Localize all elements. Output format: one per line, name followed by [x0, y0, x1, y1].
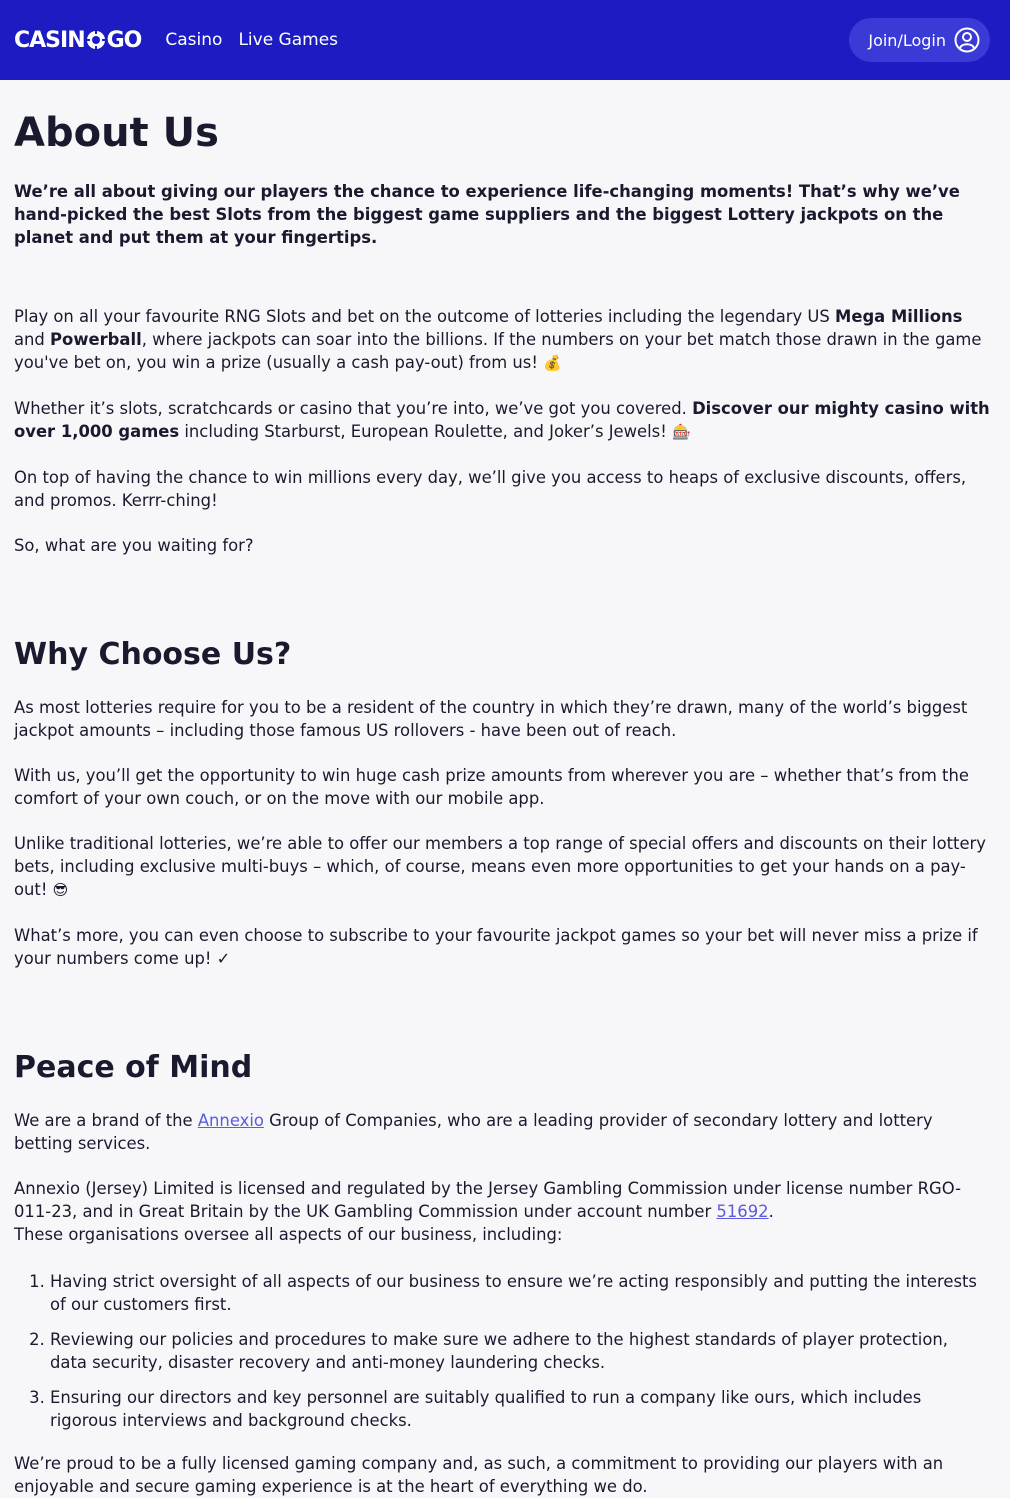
about-p1-text-a: Play on all your favourite RNG Slots and bet on the outcome of lotteries including the legendary US [14, 307, 836, 326]
top-bar [0, 0, 1010, 80]
list-item: 3. Ensuring our directors and key personnel are suitably qualified to run a company like ours, which includes rigorous interviews and background checks. [50, 1386, 990, 1432]
about-title: About Us [14, 110, 219, 156]
mega-millions-bold: Mega Millions [835, 307, 963, 326]
about-p2-bold: Discover our mighty casino with over 1,000 games [14, 399, 990, 441]
list-item: 2. Reviewing our policies and procedures to make sure we adhere to the highest standards of player protection, data security, disaster recovery and anti-money laundering checks. [50, 1328, 990, 1374]
main-content [0, 110, 1010, 1498]
peace-p1-text-a: We are a brand of the [14, 1111, 198, 1130]
user-icon [954, 27, 980, 53]
why-paragraph-1: As most lotteries require for you to be a resident of the country in which they’re drawn, many of the world’s biggest jackpot amounts – including those famous US rollovers - have been out of reach. [14, 698, 968, 740]
account-number-link[interactable]: 51692 [716, 1202, 769, 1221]
peace-p2-text-b: . [768, 1202, 774, 1221]
about-lead: We’re all about giving our players the chance to experience life-changing moments! That’s why we’ve hand-picked the best Slots from the biggest game suppliers and the biggest Lottery jackpots on the planet and put them at your fingertips. [14, 182, 960, 247]
about-p1-text-c: and [14, 330, 51, 349]
about-p1-text-d: , where jackpots can soar into the billions. If the numbers on your bet match those drawn in the game you've bet on, you win a prize (usually a cash pay-out) from us! [14, 330, 982, 372]
peace-p2-text-a: Annexio (Jersey) Limited is licensed and regulated by the Jersey Gambling Commission under license number RGO-011-23, and in Great Britain by the UK Gambling Commission under account number [14, 1179, 961, 1221]
about-paragraph-3: On top of having the chance to win millions every day, we’ll give you access to heaps of exclusive discounts, offers, and promos. Kerrr-ching! [14, 468, 967, 510]
peace-paragraph-3: We’re proud to be a fully licensed gaming company and, as such, a commitment to providing our players with an enjoyable and secure gaming experience is at the heart of everything we do. [14, 1454, 944, 1496]
join-login-label: Join/Login [868, 30, 946, 50]
nav-live-games[interactable]: Live Games [238, 30, 339, 50]
why-title: Why Choose Us? [14, 637, 292, 672]
powerball-bold: Powerball [50, 330, 142, 349]
casinogo-logo[interactable] [14, 28, 141, 53]
peace-p2-text-c: These organisations oversee all aspects of our business, including: [14, 1225, 563, 1244]
money-bag-icon: 💰 [543, 354, 562, 372]
poker-chip-icon [86, 30, 106, 50]
why-paragraph-3 [14, 832, 990, 902]
peace-paragraph-1 [14, 1109, 990, 1155]
peace-p1-text-b: Group of Companies, who are a leading provider of secondary lottery and lottery betting services. [14, 1111, 933, 1153]
why-paragraph-2: With us, you’ll get the opportunity to win huge cash prize amounts from wherever you are – whether that’s from the comfort of your own couch, or on the move with our mobile app. [14, 766, 969, 808]
peace-paragraph-2 [14, 1177, 990, 1246]
list-item: 1. Having strict oversight of all aspects of our business to ensure we’re acting responsibly and putting the interests of our customers first. [50, 1270, 990, 1316]
why-paragraph-4: What’s more, you can even choose to subscribe to your favourite jackpot games so your bet will never miss a prize if your numbers come up! ✓ [14, 926, 978, 968]
logo-text-right: GO [106, 27, 142, 53]
about-paragraph-4: So, what are you waiting for? [14, 536, 254, 555]
about-p2-text-a: Whether it’s slots, scratchcards or casino that you’re into, we’ve got you covered. [14, 399, 693, 418]
peace-title: Peace of Mind [14, 1050, 253, 1085]
about-paragraph-2 [14, 397, 990, 444]
about-p2-text-c: including Starburst, European Roulette, and Joker’s Jewels! [179, 422, 672, 441]
why-p3-text: Unlike traditional lotteries, we’re able to offer our members a top range of special offers and discounts on their lottery bets, including exclusive multi-buys – which, of course, means even more opportunities to get your hands on a pay-out! [14, 834, 986, 899]
cool-face-icon: 😎 [52, 881, 69, 899]
logo-text-left: CASIN [14, 27, 85, 53]
join-login-button[interactable] [849, 18, 990, 62]
oversight-list [14, 1270, 990, 1432]
nav-casino[interactable]: Casino [165, 30, 223, 50]
annexio-link[interactable]: Annexio [197, 1111, 264, 1130]
slot-machine-icon: 🎰 [671, 423, 691, 441]
main-nav [165, 30, 338, 50]
about-paragraph-1 [14, 305, 990, 375]
